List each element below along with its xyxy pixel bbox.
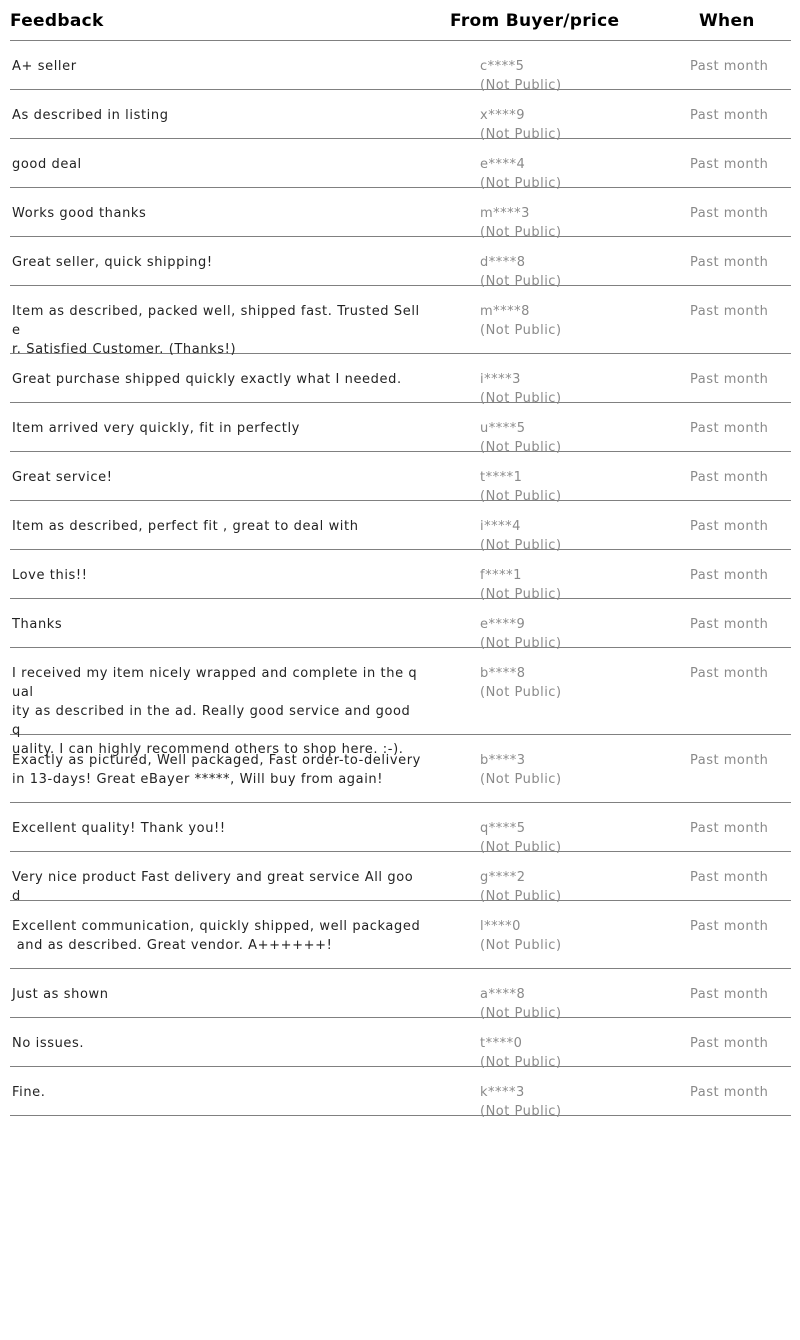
- column-header-from-buyer-price: From Buyer/price: [450, 11, 620, 31]
- price-text: (Not Public): [480, 938, 562, 953]
- when-text: Past month: [690, 1085, 769, 1100]
- feedback-text: good deal: [12, 157, 82, 172]
- when-text: Past month: [690, 206, 769, 221]
- when-text: Past month: [690, 821, 769, 836]
- feedback-text: Works good thanks: [12, 206, 147, 221]
- table-row: [10, 599, 791, 651]
- when-text: Past month: [690, 519, 769, 534]
- price-text: (Not Public): [480, 772, 562, 787]
- when-text: Past month: [690, 1036, 769, 1051]
- feedback-text: Exactly as pictured, Well packaged, Fast order-to-delivery in 13-days! Great eBayer *****, Will buy from again!: [12, 753, 421, 787]
- feedback-text: Item as described, packed well, shipped fast. Trusted Selle r. Satisfied Customer. (Thanks!): [12, 304, 420, 357]
- when-text: Past month: [690, 59, 769, 74]
- feedback-text: Great service!: [12, 470, 113, 485]
- when-text: Past month: [690, 753, 769, 768]
- buyer-id: m****8: [480, 304, 530, 319]
- price-text: (Not Public): [480, 685, 562, 700]
- price-text: (Not Public): [480, 78, 562, 93]
- table-row: [10, 188, 791, 240]
- buyer-id: a****8: [480, 987, 526, 1002]
- buyer-cell: [480, 1083, 562, 1121]
- table-row: [10, 452, 791, 504]
- when-text: Past month: [690, 870, 769, 885]
- table-row: [10, 139, 791, 191]
- buyer-id: q****5: [480, 821, 526, 836]
- feedback-table: [10, 0, 791, 1119]
- buyer-id: u****5: [480, 421, 526, 436]
- table-row: [10, 286, 791, 357]
- buyer-cell: [480, 302, 562, 340]
- table-header: [10, 0, 791, 41]
- table-row: [10, 969, 791, 1021]
- when-text: Past month: [690, 987, 769, 1002]
- table-row: [10, 735, 791, 803]
- feedback-text: I received my item nicely wrapped and complete in the qual ity as described in the ad. Really good service and good q uality. I can highly recommend others to shop here. :-).: [12, 666, 418, 757]
- buyer-id: i****4: [480, 519, 521, 534]
- feedback-text: Great seller, quick shipping!: [12, 255, 213, 270]
- price-text: (Not Public): [480, 274, 562, 289]
- table-row: [10, 237, 791, 289]
- table-row: [10, 901, 791, 969]
- price-text: (Not Public): [480, 391, 562, 406]
- when-text: Past month: [690, 470, 769, 485]
- table-row: [10, 852, 791, 904]
- table-row: [10, 501, 791, 553]
- table-row: [10, 403, 791, 455]
- price-text: (Not Public): [480, 127, 562, 142]
- buyer-id: k****3: [480, 1085, 525, 1100]
- buyer-id: t****0: [480, 1036, 523, 1051]
- feedback-text: Thanks: [12, 617, 63, 632]
- price-text: (Not Public): [480, 636, 562, 651]
- table-body: [10, 41, 791, 1119]
- price-text: (Not Public): [480, 1055, 562, 1070]
- when-text: Past month: [690, 108, 769, 123]
- buyer-id: e****4: [480, 157, 526, 172]
- feedback-text: Just as shown: [12, 987, 109, 1002]
- table-row: [10, 1067, 791, 1119]
- buyer-id: m****3: [480, 206, 530, 221]
- buyer-id: x****9: [480, 108, 525, 123]
- table-row: [10, 803, 791, 855]
- buyer-id: g****2: [480, 870, 526, 885]
- when-text: Past month: [690, 157, 769, 172]
- price-text: (Not Public): [480, 1006, 562, 1021]
- buyer-cell: [480, 917, 562, 955]
- buyer-id: b****8: [480, 666, 526, 681]
- table-row: [10, 41, 791, 93]
- table-row: [10, 354, 791, 406]
- when-text: Past month: [690, 666, 769, 681]
- feedback-text: Excellent communication, quickly shipped, well packaged and as described. Great vendor. A++++++!: [12, 919, 421, 953]
- buyer-id: e****9: [480, 617, 526, 632]
- feedback-text: Item as described, perfect fit , great to deal with: [12, 519, 359, 534]
- price-text: (Not Public): [480, 1104, 562, 1119]
- price-text: (Not Public): [480, 176, 562, 191]
- buyer-id: t****1: [480, 470, 523, 485]
- when-text: Past month: [690, 617, 769, 632]
- buyer-cell: [480, 751, 562, 789]
- buyer-cell: [480, 664, 562, 702]
- table-row: [10, 648, 791, 757]
- feedback-text: A+ seller: [12, 59, 77, 74]
- feedback-text: Fine.: [12, 1085, 46, 1100]
- buyer-id: b****3: [480, 753, 526, 768]
- feedback-text: Excellent quality! Thank you!!: [12, 821, 226, 836]
- buyer-id: l****0: [480, 919, 521, 934]
- feedback-text: Item arrived very quickly, fit in perfectly: [12, 421, 300, 436]
- column-header-when: When: [699, 11, 755, 31]
- feedback-text: As described in listing: [12, 108, 169, 123]
- when-text: Past month: [690, 568, 769, 583]
- buyer-id: i****3: [480, 372, 521, 387]
- price-text: (Not Public): [480, 225, 562, 240]
- buyer-id: d****8: [480, 255, 526, 270]
- when-text: Past month: [690, 919, 769, 934]
- when-text: Past month: [690, 372, 769, 387]
- price-text: (Not Public): [480, 840, 562, 855]
- price-text: (Not Public): [480, 323, 562, 338]
- when-text: Past month: [690, 255, 769, 270]
- feedback-text: Great purchase shipped quickly exactly what I needed.: [12, 372, 402, 387]
- feedback-text: Love this!!: [12, 568, 88, 583]
- buyer-id: f****1: [480, 568, 522, 583]
- column-header-feedback: Feedback: [10, 11, 104, 31]
- table-row: [10, 550, 791, 602]
- price-text: (Not Public): [480, 440, 562, 455]
- price-text: (Not Public): [480, 538, 562, 553]
- price-text: (Not Public): [480, 587, 562, 602]
- when-text: Past month: [690, 421, 769, 436]
- table-row: [10, 1018, 791, 1070]
- feedback-text: Very nice product Fast delivery and great service All good: [12, 870, 414, 904]
- price-text: (Not Public): [480, 889, 562, 904]
- buyer-id: c****5: [480, 59, 525, 74]
- when-text: Past month: [690, 304, 769, 319]
- price-text: (Not Public): [480, 489, 562, 504]
- table-row: [10, 90, 791, 142]
- feedback-text: No issues.: [12, 1036, 85, 1051]
